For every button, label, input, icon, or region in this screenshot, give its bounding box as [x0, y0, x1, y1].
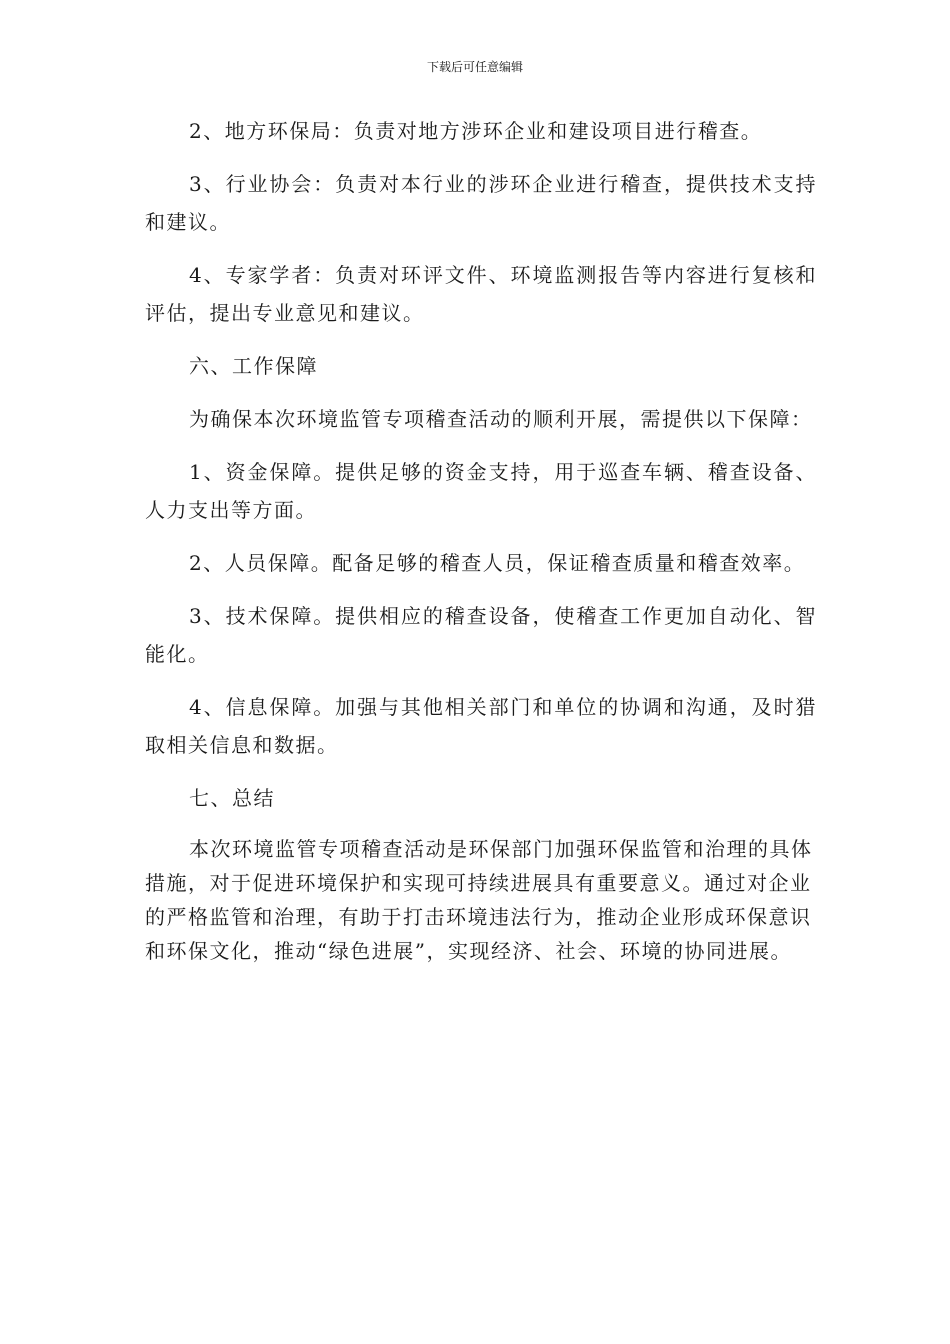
paragraph-personnel-guarantee: 2、人员保障。配备足够的稽查人员，保证稽查质量和稽查效率。 — [189, 551, 806, 575]
paragraph-experts: 4、专家学者：负责对环评文件、环境监测报告等内容进行复核和评估，提出专业意见和建议。 — [145, 263, 817, 325]
paragraph-local-epb: 2、地方环保局：负责对地方涉环企业和建设项目进行稽查。 — [189, 119, 763, 143]
paragraph-funding-guarantee: 1、资金保障。提供足够的资金支持，用于巡查车辆、稽查设备、人力支出等方面。 — [145, 460, 817, 522]
page-header: 下载后可任意编辑 — [426, 60, 523, 74]
paragraph-guarantee-intro: 为确保本次环境监管专项稽查活动的顺利开展，需提供以下保障： — [189, 407, 813, 431]
document-body — [145, 112, 817, 968]
paragraph-technical-guarantee: 3、技术保障。提供相应的稽查设备，使稽查工作更加自动化、智能化。 — [145, 604, 817, 666]
paragraph-information-guarantee: 4、信息保障。加强与其他相关部门和单位的协调和沟通，及时猎取相关信息和数据。 — [145, 695, 817, 757]
section-heading-work-guarantee: 六、工作保障 — [189, 354, 318, 378]
section-heading-summary: 七、总结 — [189, 786, 275, 810]
paragraph-summary: 本次环境监管专项稽查活动是环保部门加强环保监管和治理的具体措施，对于促进环境保护和实现可持续进展具有重要意义。通过对企业的严格监管和治理，有助于打击环境违法行为，推动企业形成环保意识和环保文化，推动“绿色进展”，实现经济、社会、环境的协同进展。 — [145, 837, 813, 963]
paragraph-industry-association: 3、行业协会：负责对本行业的涉环企业进行稽查，提供技术支持和建议。 — [145, 172, 817, 234]
